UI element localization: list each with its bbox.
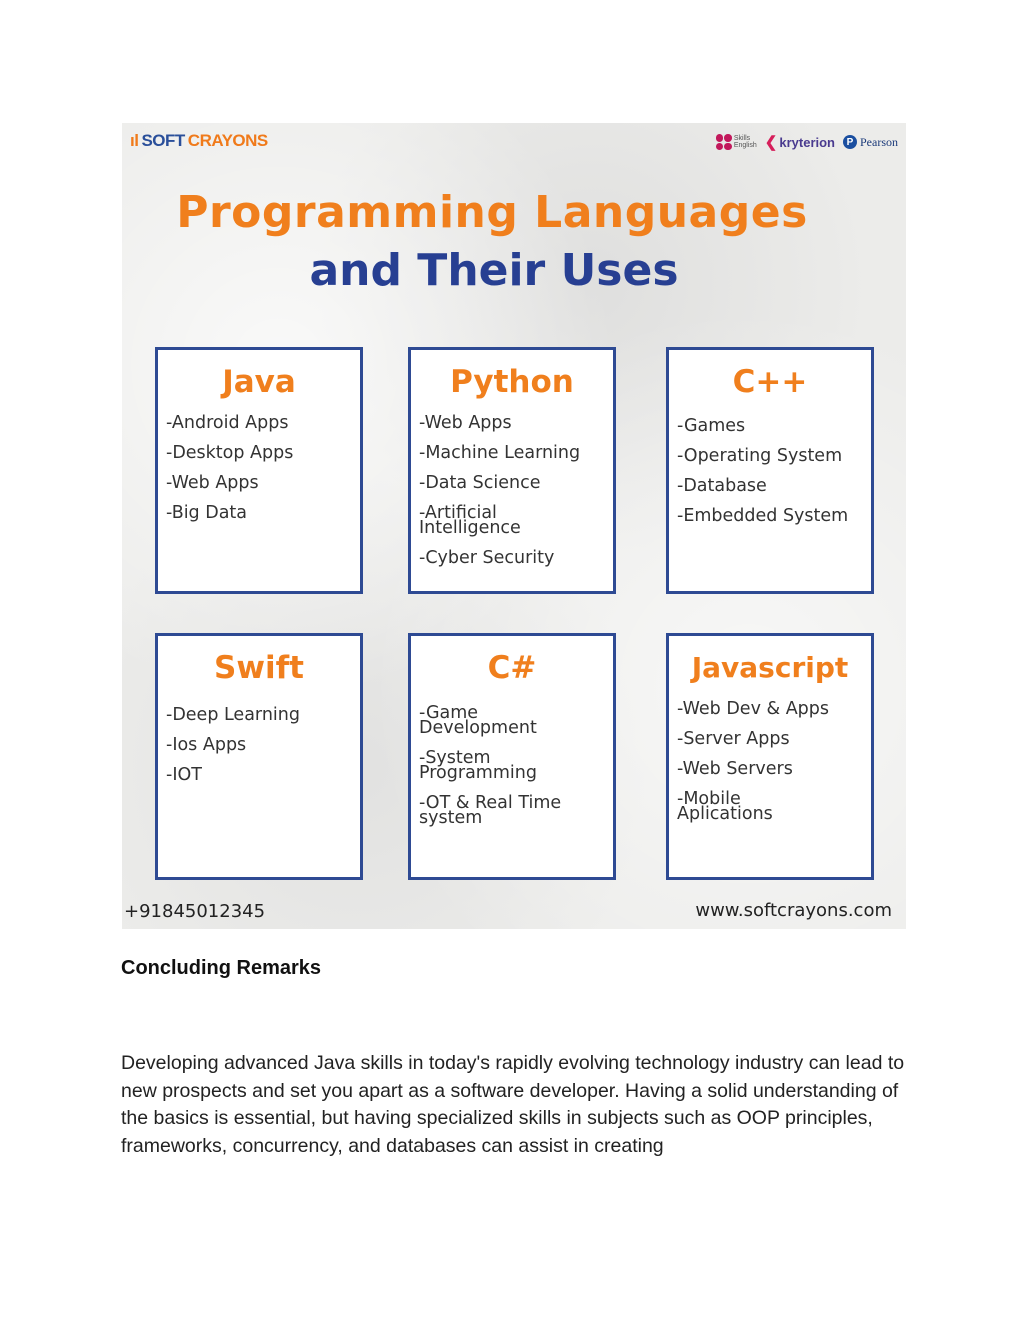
card-title: Java: [222, 364, 296, 400]
card-csharp: [408, 633, 616, 880]
partner-logos: [716, 133, 898, 151]
card-items: [158, 705, 360, 785]
contact-phone: +91845012345: [124, 901, 266, 922]
kryterion-mark-icon: ❮: [764, 134, 778, 151]
card-title: Javascript: [691, 651, 849, 684]
card-item: -Desktop Apps: [166, 443, 294, 463]
card-item: -Machine Learning: [419, 443, 581, 463]
card-item: -Web Servers: [677, 759, 793, 779]
card-item: -Data Science: [419, 473, 541, 493]
card-items: [669, 699, 871, 824]
card-item: -Web Apps: [419, 413, 512, 433]
card-item: -System Programming: [419, 748, 537, 783]
card-items: [411, 413, 613, 568]
card-item: -Mobile Aplications: [677, 789, 773, 824]
card-item: -OT & Real Time system: [419, 793, 562, 828]
card-java: [155, 347, 363, 594]
pearson-logo: P Pearson: [843, 135, 898, 150]
card-item: -Operating System: [677, 446, 843, 466]
skills-english-logo: Skills English: [716, 134, 757, 150]
card-item: -Server Apps: [677, 729, 790, 749]
card-items: [411, 703, 613, 828]
card-item: -Database: [677, 476, 767, 496]
card-title: C#: [487, 650, 537, 686]
website-url: www.softcrayons.com: [695, 900, 892, 921]
card-item: -Games: [677, 416, 746, 436]
card-items: [158, 413, 360, 523]
infographic-title-line2: and Their Uses: [309, 245, 679, 296]
section-heading: Concluding Remarks: [121, 957, 322, 979]
card-item: -Android Apps: [166, 413, 289, 433]
logo-chart-icon: ıl: [130, 131, 139, 150]
body-paragraph: Developing advanced Java skills in today's rapidly evolving technology industry can lead to new prospects and set you apart as a software developer. Having a solid understanding of the basics is essential, but having specialized skills in subjects such as OOP principles, frameworks, concurrency, and databases can assist in creating: [121, 1052, 905, 1158]
infographic-title-line1: Programming Languages: [176, 187, 808, 238]
card-item: -Ios Apps: [166, 735, 247, 755]
card-python: [408, 347, 616, 594]
card-item: -Embedded System: [677, 506, 849, 526]
infographic-image: [122, 123, 906, 929]
card-javascript: [666, 633, 874, 880]
card-item: -Web Apps: [166, 473, 259, 493]
card-item: -Web Dev & Apps: [677, 699, 829, 719]
card-item: -Cyber Security: [419, 548, 555, 568]
card-title: C++: [732, 364, 808, 400]
card-cpp: [666, 347, 874, 594]
card-item: -IOT: [166, 765, 202, 785]
skills-dots-icon: [716, 134, 732, 150]
card-swift: [155, 633, 363, 880]
card-item: -Game Development: [419, 703, 537, 738]
softcrayons-logo: ıl SOFT CRAYONS: [130, 131, 268, 150]
card-items: [669, 416, 871, 526]
card-item: -Artificial Intelligence: [419, 503, 521, 538]
card-item: -Big Data: [166, 503, 248, 523]
kryterion-logo: ❮ kryterion: [764, 134, 835, 151]
card-item: -Deep Learning: [166, 705, 300, 725]
card-title: Swift: [214, 650, 304, 686]
card-title: Python: [450, 364, 574, 400]
pearson-p-icon: P: [843, 135, 857, 149]
